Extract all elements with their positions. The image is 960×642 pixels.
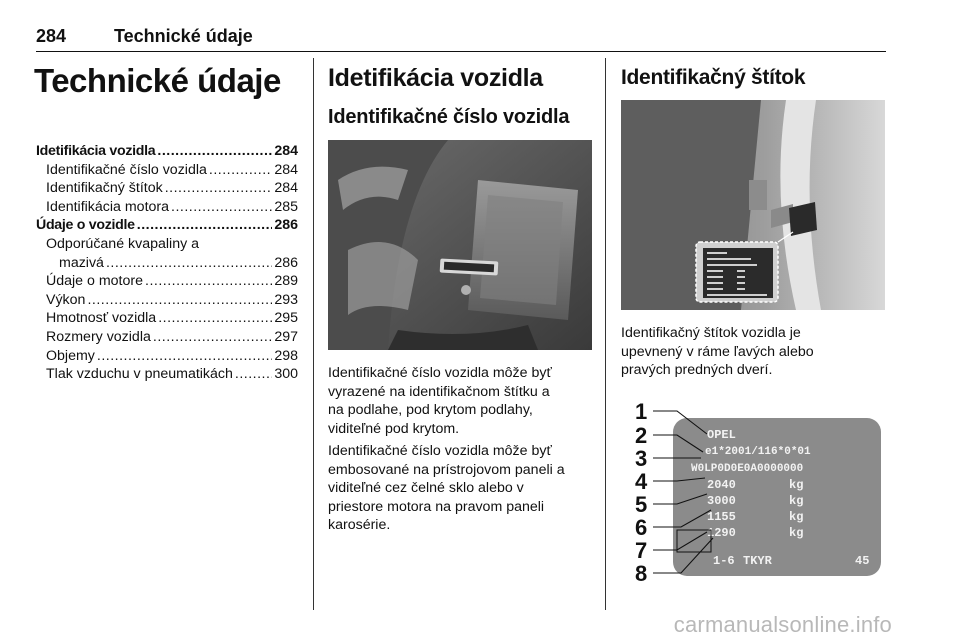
text-line: viditeľné pod krytom.: [328, 420, 460, 437]
callout-number-3: 3: [635, 446, 648, 471]
text-line: na podlahe, pod krytom podlahy,: [328, 402, 533, 418]
text-line: embosované na prístrojovom paneli a: [328, 461, 565, 478]
section-heading: Idetifikácia vozidla: [328, 64, 543, 92]
plate-code-mid: TKYR: [743, 554, 772, 568]
text-line: upevnený v ráme ľavých alebo: [621, 343, 814, 360]
toc-page: 284: [274, 180, 298, 197]
text-line: priestore motora na pravom paneli: [328, 498, 545, 515]
callout-number-7: 7: [635, 538, 648, 563]
toc-label: Identifikačný štítok: [46, 180, 163, 197]
toc-label: mazivá: [59, 254, 104, 271]
toc-label: Objemy: [46, 347, 95, 364]
toc-entry[interactable]: [36, 254, 298, 273]
subsection-heading-vin: Identifikačné číslo vozidla: [328, 106, 570, 128]
toc-entry[interactable]: [36, 216, 298, 235]
section-heading-id-plate: Identifikačný štítok: [621, 66, 806, 89]
toc-page: 293: [274, 291, 298, 308]
toc-label: Identifikácia motora: [46, 198, 170, 215]
callout-number-1: 1: [635, 399, 648, 424]
toc-entry[interactable]: [36, 198, 298, 217]
id-plate-diagram-svg: [621, 392, 885, 602]
plate-unit-3: kg: [789, 510, 804, 524]
vin-location-photo: [328, 140, 592, 350]
toc-label: Hmotnosť vozidla: [46, 310, 157, 327]
toc-entry[interactable]: [36, 272, 298, 291]
toc-entry[interactable]: [36, 179, 298, 198]
toc-label: Tlak vzduchu v pneumatikách: [46, 366, 233, 383]
toc-page: 284: [274, 143, 298, 159]
toc-page: 286: [274, 217, 298, 234]
plate-unit-2: kg: [789, 494, 804, 508]
plate-vin: W0LP0D0E0A0000000: [691, 463, 804, 475]
callout-number-4: 4: [635, 469, 648, 494]
plate-code-left: 1-6: [713, 554, 735, 568]
toc-label: Odporúčané kvapaliny a: [46, 235, 200, 252]
toc-page: 286: [274, 254, 298, 271]
chapter-title: Technické údaje: [34, 62, 281, 99]
plate-code-right: 45: [855, 554, 870, 568]
toc-entry[interactable]: [36, 235, 298, 254]
toc-page: 285: [274, 198, 298, 215]
callout-number-2: 2: [635, 423, 648, 448]
toc-entry[interactable]: [36, 347, 298, 366]
page-header: [36, 26, 886, 52]
column-divider-1: [313, 58, 314, 610]
toc-entry[interactable]: [36, 328, 298, 347]
text-line: karosérie.: [328, 517, 391, 533]
id-plate-diagram: [621, 392, 885, 602]
text-line: pravých predných dverí.: [621, 362, 773, 378]
toc-entry[interactable]: [36, 365, 298, 384]
id-plate-photo-illustration: [621, 100, 885, 310]
header-title: Technické údaje: [114, 26, 253, 46]
callout-number-6: 6: [635, 515, 648, 540]
toc-page: 289: [274, 273, 298, 290]
toc-label: Idetifikácia vozidla: [36, 143, 156, 159]
toc-label: Údaje o motore: [46, 273, 143, 290]
id-plate-paragraph: [621, 324, 886, 380]
toc-label: Rozmery vozidla: [46, 328, 151, 345]
text-line: Identifikačné číslo vozidla môže byť: [328, 365, 552, 381]
text-line: viditeľné cez čelné sklo alebo v: [328, 480, 524, 496]
toc-page: 298: [274, 347, 298, 364]
toc-entry[interactable]: [36, 142, 298, 161]
plate-train-weight: 3000: [707, 494, 736, 508]
vin-paragraph-1: [328, 364, 598, 438]
toc-label: Výkon: [46, 291, 86, 308]
text-line: vyrazené na identifikačnom štítku a: [328, 383, 550, 400]
id-plate-location-photo: [621, 100, 885, 310]
toc-page: 300: [274, 366, 298, 383]
toc-entry[interactable]: [36, 309, 298, 328]
plate-unit-1: kg: [789, 478, 804, 492]
plate-rear-axle: 1290: [707, 526, 736, 540]
plate-gross-weight: 2040: [707, 478, 736, 492]
text-line: Identifikačné číslo vozidla môže byť: [328, 443, 552, 459]
toc-entry[interactable]: [36, 291, 298, 310]
toc-entry[interactable]: [36, 161, 298, 180]
toc-label: Identifikačné číslo vozidla: [46, 161, 207, 178]
toc-page: 284: [274, 161, 298, 178]
toc-label: Údaje o vozidle: [36, 217, 135, 234]
vin-paragraph-2: [328, 442, 603, 535]
text-line: Identifikačný štítok vozidla je: [621, 325, 801, 341]
callout-number-8: 8: [635, 561, 648, 586]
watermark: carmanualsonline.info: [673, 612, 892, 637]
toc-page: 297: [274, 328, 298, 345]
vin-photo-illustration: [328, 140, 592, 350]
page-number: 284: [36, 26, 67, 46]
callout-number-5: 5: [635, 492, 648, 517]
plate-manufacturer: OPEL: [707, 428, 736, 442]
table-of-contents: [36, 142, 298, 384]
plate-approval-number: e1*2001/116*0*01: [705, 446, 811, 458]
plate-front-axle: 1155: [707, 510, 736, 524]
toc-page: 295: [274, 310, 298, 327]
column-divider-2: [605, 58, 606, 610]
plate-unit-4: kg: [789, 526, 804, 540]
